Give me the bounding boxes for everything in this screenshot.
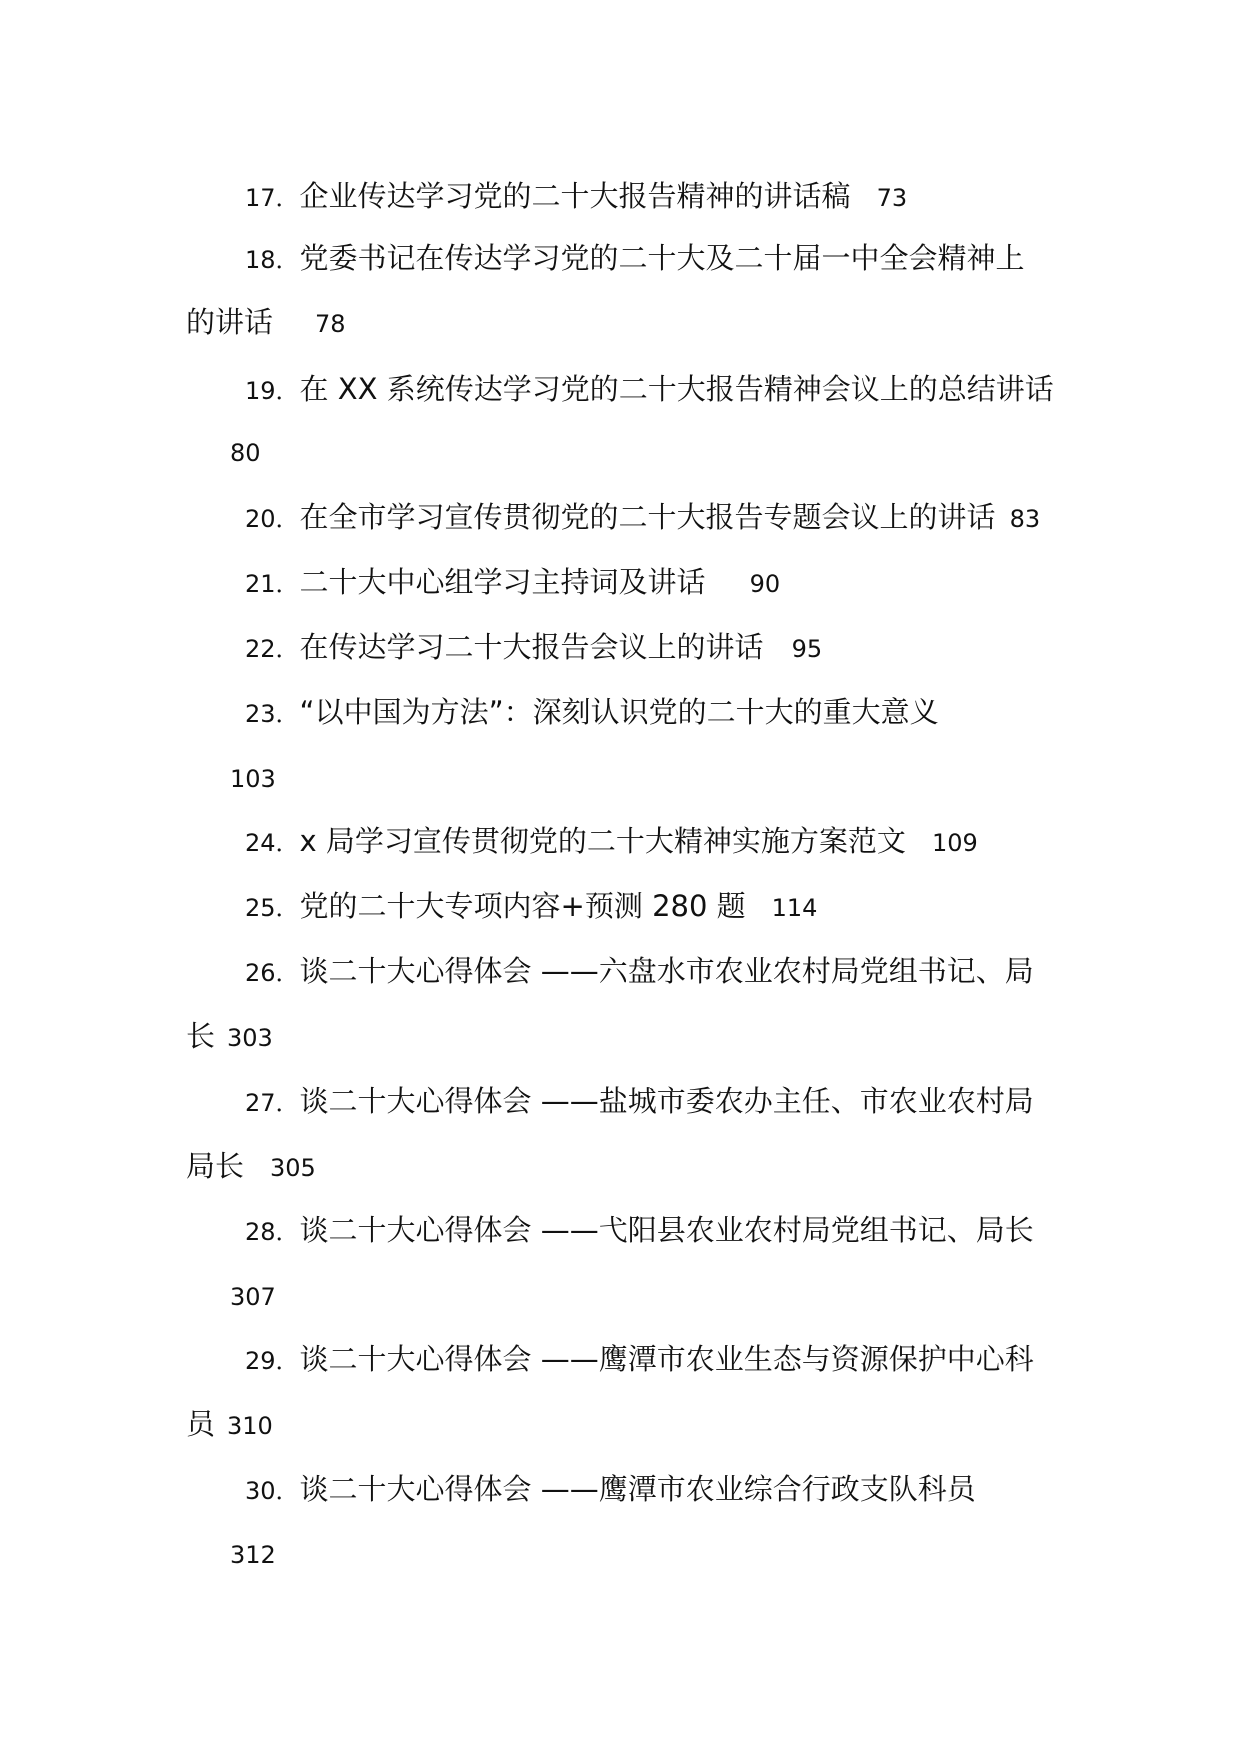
- toc-entry-title-continuation: 局长: [186, 1149, 245, 1183]
- toc-entry-30: [245, 1469, 976, 1509]
- toc-entry-title: 党委书记在传达学习党的二十大及二十届一中全会精神上: [299, 241, 1025, 275]
- toc-entry-number: 29．: [245, 1347, 300, 1375]
- toc-entry-number: 28．: [245, 1218, 300, 1246]
- toc-entry-number: 21．: [245, 570, 300, 598]
- toc-entry-26: [245, 951, 1034, 991]
- toc-entry-18-continuation: [186, 302, 346, 342]
- toc-entry-27: [245, 1081, 1034, 1121]
- toc-entry-page: 303: [227, 1024, 273, 1052]
- toc-entry-title: 谈二十大心得体会 ——盐城市委农办主任、市农业农村局: [299, 1084, 1034, 1118]
- toc-entry-number: 27．: [245, 1089, 300, 1117]
- toc-entry-29: [245, 1339, 1034, 1379]
- toc-entry-title-continuation: 长: [186, 1019, 216, 1053]
- toc-entry-25: [245, 886, 817, 926]
- toc-entry-number: 25．: [245, 894, 300, 922]
- toc-entry-number: 20．: [245, 505, 300, 533]
- toc-entry-26-continuation: [186, 1016, 273, 1056]
- toc-entry-number: 19．: [245, 377, 300, 405]
- toc-entry-page: 78: [315, 310, 346, 338]
- toc-entry-page: 95: [791, 635, 823, 663]
- toc-entry-number: 26．: [245, 959, 300, 987]
- toc-entry-20: [245, 497, 1040, 537]
- toc-entry-title: 谈二十大心得体会 ——鹰潭市农业综合行政支队科员: [299, 1472, 976, 1506]
- toc-entry-page: 109: [931, 829, 978, 857]
- toc-entry-title: 在传达学习二十大报告会议上的讲话: [299, 630, 764, 664]
- toc-entry-title: 在 XX 系统传达学习党的二十大报告精神会议上的总结讲话: [299, 372, 1054, 406]
- toc-entry-number: 17．: [245, 184, 300, 212]
- toc-entry-28-continuation: [230, 1275, 276, 1315]
- toc-entry-page: 90: [749, 570, 781, 598]
- toc-entry-title: 企业传达学习党的二十大报告精神的讲话稿: [299, 179, 851, 213]
- toc-entry-page: 310: [227, 1412, 273, 1440]
- toc-entry-title: 党的二十大专项内容+预测 280 题: [299, 889, 746, 923]
- toc-entry-title: 谈二十大心得体会 ——弋阳县农业农村局党组书记、局长: [299, 1213, 1034, 1247]
- toc-entry-title: x 局学习宣传贯彻党的二十大精神实施方案范文: [299, 824, 906, 858]
- toc-entry-page: 312: [230, 1541, 276, 1569]
- toc-entry-page: 80: [230, 439, 261, 467]
- toc-entry-title-continuation: 的讲话: [186, 305, 274, 339]
- toc-entry-title: 谈二十大心得体会 ——六盘水市农业农村局党组书记、局: [299, 954, 1034, 988]
- toc-entry-24: [245, 821, 978, 861]
- toc-entry-number: 22．: [245, 635, 300, 663]
- toc-entry-number: 24．: [245, 829, 300, 857]
- toc-entry-title: 在全市学习宣传贯彻党的二十大报告专题会议上的讲话: [299, 500, 996, 534]
- toc-entry-title: “以中国为方法”：深刻认识党的二十大的重大意义: [299, 695, 939, 729]
- toc-entry-page: 114: [771, 894, 818, 922]
- toc-entry-23: [245, 692, 939, 732]
- toc-entry-21: [245, 562, 780, 602]
- toc-entry-19: [245, 369, 1054, 409]
- toc-entry-title-continuation: 员: [186, 1407, 216, 1441]
- toc-entry-page: 83: [1009, 505, 1041, 533]
- toc-entry-number: 30．: [245, 1477, 300, 1505]
- toc-entry-17: [245, 176, 907, 216]
- toc-entry-29-continuation: [186, 1404, 273, 1444]
- toc-entry-number: 18．: [245, 246, 300, 274]
- toc-entry-19-continuation: [230, 431, 261, 471]
- toc-entry-page: 307: [230, 1283, 276, 1311]
- toc-entry-27-continuation: [186, 1146, 316, 1186]
- toc-entry-title: 二十大中心组学习主持词及讲话: [299, 565, 706, 599]
- toc-entry-page: 73: [876, 184, 908, 212]
- toc-entry-18: [245, 238, 1025, 278]
- toc-entry-23-continuation: [230, 757, 276, 797]
- toc-entry-number: 23．: [245, 700, 300, 728]
- toc-entry-page: 103: [230, 765, 276, 793]
- toc-entry-30-continuation: [230, 1533, 276, 1573]
- toc-entry-title: 谈二十大心得体会 ——鹰潭市农业生态与资源保护中心科: [299, 1342, 1034, 1376]
- toc-entry-22: [245, 627, 822, 667]
- toc-entry-page: 305: [270, 1154, 316, 1182]
- toc-entry-28: [245, 1210, 1034, 1250]
